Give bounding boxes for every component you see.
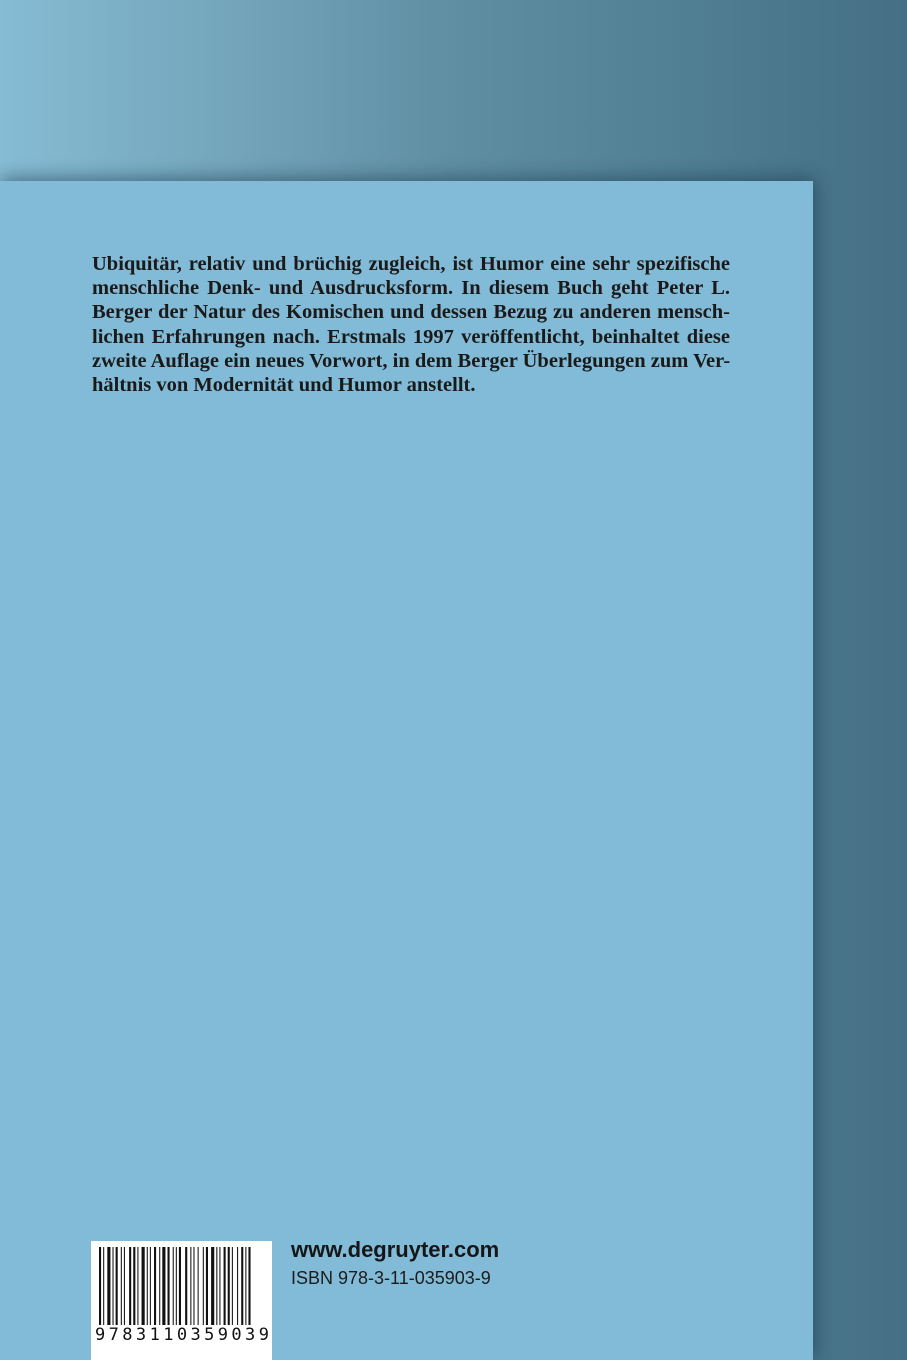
barcode-digit: 5 [204, 1325, 215, 1345]
barcode-bar [107, 1247, 110, 1325]
barcode-digit: 9 [217, 1325, 229, 1345]
barcode-bar [228, 1247, 230, 1325]
barcode-digit: 3 [190, 1325, 201, 1345]
barcode-bar [198, 1247, 199, 1325]
barcode-bar [176, 1247, 177, 1325]
barcode-digit: 1 [163, 1325, 174, 1345]
barcode-digit: 7 [108, 1325, 119, 1345]
barcode-bar [129, 1247, 131, 1325]
barcode-digit: 0 [231, 1325, 242, 1345]
barcode-bar [224, 1247, 226, 1325]
barcode-bar [241, 1247, 243, 1325]
barcode-bar [232, 1247, 233, 1325]
barcode-bar [121, 1247, 122, 1325]
barcode-bar [245, 1247, 246, 1325]
blurb-text [92, 252, 730, 397]
barcode-bar [203, 1247, 204, 1325]
isbn-text: ISBN 978-3-11-035903-9 [291, 1268, 491, 1288]
blurb-line-2: menschliche Denk- und Ausdrucksform. In diesem Buch geht Peter L. [92, 277, 730, 300]
barcode-bar [103, 1247, 104, 1325]
barcode-bar [162, 1247, 165, 1325]
blurb-line-1: Ubiquitär, relativ und brüchig zugleich, ist Humor eine sehr spezifische [92, 253, 730, 275]
barcode-bar [206, 1247, 208, 1325]
barcode-bar [147, 1247, 148, 1325]
barcode-bar [216, 1247, 217, 1325]
barcode-digit: 9 [95, 1325, 106, 1345]
blurb-line-3: Berger der Natur des Komischen und dessen Bezug zu anderen mensch- [92, 301, 730, 324]
barcode-bar [190, 1247, 191, 1325]
barcode-bar [154, 1247, 156, 1325]
barcode-bar [133, 1247, 135, 1325]
barcode-bar [173, 1247, 174, 1325]
barcode-digit: 3 [245, 1325, 256, 1345]
barcode [91, 1241, 272, 1360]
barcode-bar [124, 1247, 125, 1325]
barcode-bar [193, 1247, 194, 1325]
blurb-line-5: zweite Auflage ein neues Vorwort, in dem Berger Überlegungen zum Ver- [92, 349, 731, 372]
publisher-website: www.degruyter.com [291, 1237, 500, 1262]
blurb-line-6: hältnis von Modernität und Humor anstellt. [92, 374, 476, 397]
barcode-digit: 0 [176, 1325, 188, 1345]
barcode-bar [137, 1247, 138, 1325]
barcode-bar [248, 1247, 250, 1325]
barcode-bar [116, 1247, 118, 1325]
barcode-digits [95, 1325, 269, 1345]
barcode-bar [113, 1247, 114, 1325]
barcode-bar [142, 1247, 145, 1325]
barcode-bar [159, 1247, 160, 1325]
barcode-bar [185, 1247, 187, 1325]
barcode-bar [99, 1247, 101, 1325]
blurb-line-4: lichen Erfahrungen nach. Erstmals 1997 veröffentlicht, beinhaltet diese [92, 325, 730, 348]
barcode-bar [168, 1247, 170, 1325]
barcode-bars [97, 1247, 266, 1325]
barcode-bar [219, 1247, 220, 1325]
back-cover-panel [0, 181, 813, 1360]
barcode-bar [211, 1247, 214, 1325]
barcode-bar [237, 1247, 238, 1325]
barcode-digit: 9 [258, 1325, 269, 1345]
barcode-digit: 1 [149, 1325, 160, 1345]
barcode-bar [150, 1247, 151, 1325]
barcode-digit: 3 [135, 1325, 147, 1345]
barcode-digit: 8 [122, 1325, 133, 1345]
barcode-bar [179, 1247, 181, 1325]
